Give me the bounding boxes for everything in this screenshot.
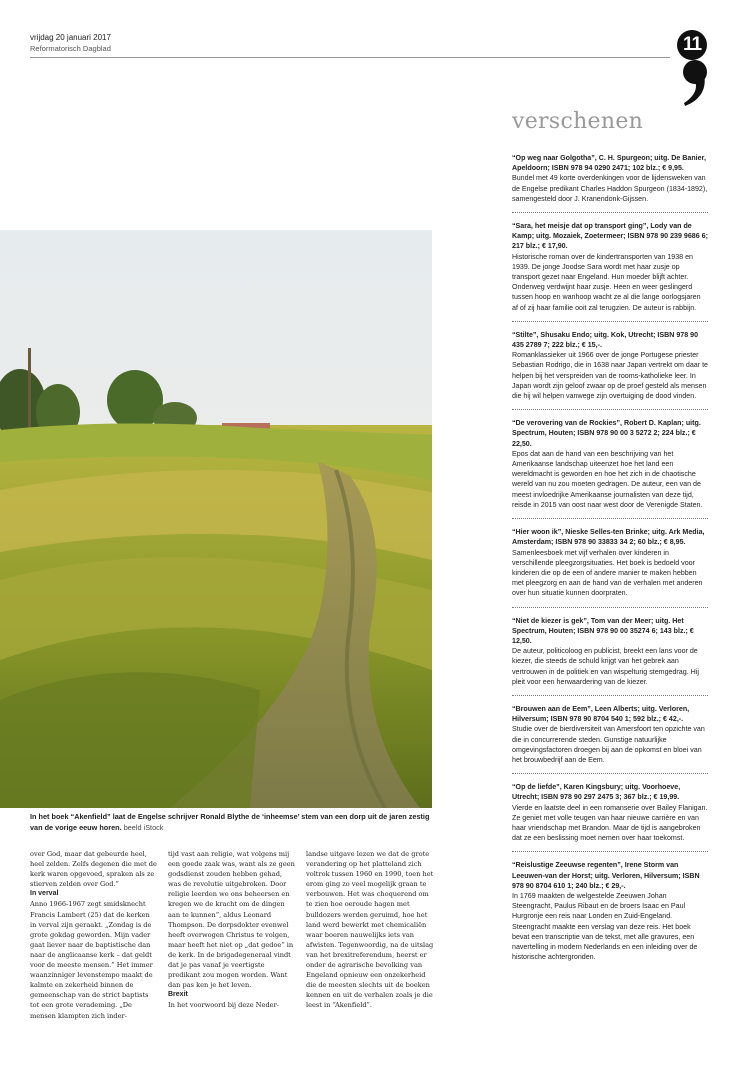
- book-description: In 1769 maakten de welgestelde Zeeuwen Johan Steengracht, Paulus Ribaut en de broers Isaac en Paul Hurgronje een reis naar Londen en Zuid-Engeland. Steengracht maakte een verslag van deze reis. Het boek bevat een transcriptie van de tekst, met alle gravures, een navertelling in modern Nederlands en een inleiding over de historische achtergronden.: [512, 891, 698, 962]
- book-entry: [512, 221, 708, 322]
- header-publication: Reformatorisch Dagblad: [30, 44, 111, 53]
- book-description: Bundel met 49 korte overdenkingen voor de lijdensweken van de Engelse predikant Charles Haddon Spurgeon (1834-1892), samengesteld door J. Kranendonk-Gijssen.: [512, 174, 708, 203]
- book-entry: [512, 782, 708, 852]
- book-entry: [512, 527, 708, 607]
- book-description: Studie over de bierdiversiteit van Amersfoort ten opzichte van die in concurrerende steden. Gunstige natuurlijke omgevingsfactoren droegen bij aan de opkomst en bloei van het brouwbedrijf aan de Eem.: [512, 725, 705, 764]
- book-description: Epos dat aan de hand van een beschrijving van het Amerikaanse landschap uiteenzet hoe het land een wereldmacht is geworden en hoe het zich in de chaotische wereld van nu zou moeten gedragen. De auteur, een van de meest invloedrijke Amerikaanse journalisten van deze tijd, reisde in 2015 van oost naar west door de Verenigde Staten.: [512, 449, 703, 509]
- book-citation: “De verovering van de Rockies”, Robert D. Kaplan; uitg. Spectrum, Houten; ISBN 978 90 00 3 5272 2; 224 blz.; € 22,50.: [512, 419, 701, 448]
- page-number-badge: 11: [677, 30, 707, 60]
- book-description: De auteur, politicoloog en publicist, breekt een lans voor de kiezer, die steeds de schuld krijgt van het gebrek aan vertrouwen in de politiek en van wispelturig stemgedrag. Hij pleit voor een herwaardering van de kiezer.: [512, 647, 699, 686]
- comma-icon: [679, 58, 713, 108]
- book-entry: [512, 616, 708, 696]
- article-column-3: [306, 849, 434, 1011]
- book-entry: [512, 153, 708, 213]
- book-citation: “Brouwen aan de Eem”, Leen Alberts; uitg. Verloren, Hilversum; ISBN 978 90 8704 540 1; 592 blz.; € 42,-.: [512, 704, 690, 724]
- wheat-field-photo: [0, 230, 432, 808]
- photo-credit: beeld iStock: [123, 822, 164, 832]
- header-rule: [30, 57, 670, 58]
- book-description: Historische roman over de kindertransporten van 1938 en 1939. De jonge Joodse Sara wordt met haar zusje op transport gezet naar Engeland. Hun moeder blijft achter. Onderweg verdwijnt haar zusje. Heen en weer geslingerd tussen hoop en wanhoop wacht ze al die lange oorlogsjaren af of zij haar familie ooit zal terugzien. De auteur is rabbijn.: [512, 252, 701, 312]
- photo-caption: [30, 812, 430, 833]
- article-paragraph: landse uitgave lezen we dat de grote verandering op het platteland zich voltrok tussen 1960 en 1990, toen het erom ging zo veel mogelijk graan te verbouwen. Het was choquerend om te zien hoe oeroude hagen met bulldozers werden geruimd, hoe het land werd bewerkt met chemicaliën waar boeren nauwelijks iets van afwisten. Tegenwoordig, na de uitslag van het brexitreferendum, heerst er onder de agrarische bevolking van Engeland opnieuw een onzekerheid die de meesten slechts uit de boeken kennen en uit de verhalen zoals je die leest in “Akenfield”.: [306, 850, 434, 1010]
- book-citation: “Hier woon ik”, Nieske Selles-ten Brinke; uitg. Ark Media, Amsterdam; ISBN 978 90 33833 34 2; 60 blz.; € 8,95.: [512, 528, 705, 547]
- article-subheading: Brexit: [168, 991, 188, 999]
- article-subheading: In verval: [30, 890, 59, 898]
- caption-text: In het boek “Akenfield” laat de Engelse schrijver Ronald Blythe de ‘inheemse’ stem van een dorp uit de jaren zestig van de vorige eeuw horen.: [30, 812, 430, 832]
- header-date: vrijdag 20 januari 2017: [30, 33, 111, 42]
- book-citation: “Reislustige Zeeuwse regenten”, Irene Storm van Leeuwen-van der Horst; uitg. Verloren, Hilversum; ISBN 978 90 8704 610 1; 240 blz.; € 29,-.: [512, 861, 700, 890]
- book-entry: [512, 704, 708, 774]
- book-citation: “Sara, het meisje dat op transport ging”, Lody van de Kamp; uitg. Mozaiek, Zoetermeer; ISBN 978 90 239 9686 6; 217 blz.; € 17,90.: [512, 222, 708, 251]
- book-entry: [512, 418, 708, 519]
- book-description: Vierde en laatste deel in een romanserie over Bailey Flanigan. Ze geniet met volle teugen van haar nieuwe carrière en van haar vriendschap met Brandon. Maar de tijd is aangebroken dat ze een beslissing moet nemen over haar toekomst.: [512, 803, 708, 843]
- article-paragraph: Anno 1966-1967 zegt smidsknecht Francis Lambert (25) dat de kerken in verval zijn geraakt. „Zondag is de grote gokdag geworden. Mijn vader gaat liever naar de baptistische dan naar de anglicaanse kerk – dat geldt voor de meeste mensen.” Het immer waanzinniger levenstempo maakt de kalmte en zekerheid binnen de gemeenschap van de strict baptists tot een grote verademing. „De mensen klampten zich inder-: [30, 900, 153, 1020]
- article-paragraph: In het voorwoord bij deze Neder-: [168, 1001, 279, 1010]
- book-description: Romanklassieker uit 1966 over de jonge Portugese priester Sebastian Rodrigo, die in 1638 naar Japan vertrekt om daar te helpen bij het verspreiden van de rooms-katholieke leer. In Japan wordt zijn geloof zwaar op de proef gesteld als mensen die hij wil helpen vanwege zijn overtuiging de dood vinden.: [512, 351, 708, 401]
- book-entry: [512, 860, 708, 970]
- article-paragraph: tijd vast aan religie, wat volgens mij een goede zaak was, want als ze geen godsdienst zouden hebben gehad, was de revolutie uitgebroken. Door religie leerden we ons beheersen en kregen we de kracht om de dingen aan te kunnen”, aldus Leonard Thompson. De dorpsdokter evenwel heeft overwogen Christus te volgen, maar heeft het niet op „dat gedoe” in de kerk. In de brigadegeneraal vindt dat je pas vanaf je veertigste predikant zou mogen worden. Want dan pas ken je het leven.: [168, 850, 295, 990]
- book-citation: “Op weg naar Golgotha”, C. H. Spurgeon; uitg. De Banier, Apeldoorn; ISBN 978 94 0290 2471; 102 blz.; € 9,95.: [512, 154, 706, 173]
- book-citation: “Op de liefde”, Karen Kingsbury; uitg. Voorhoeve, Utrecht; ISBN 978 90 297 2475 3; 367 blz.; € 19,99.: [512, 783, 681, 802]
- book-citation: “Niet de kiezer is gek”, Tom van der Meer; uitg. Het Spectrum, Houten; ISBN 978 90 00 35274 6; 143 blz.; € 12,50.: [512, 616, 694, 645]
- book-citation: “Stilte”, Shusaku Endo; uitg. Kok, Utrecht; ISBN 978 90 435 2789 7; 222 blz.; € 15,-.: [512, 330, 699, 350]
- article-paragraph: over God, maar dat gebeurde heel, heel zelden. Zelfs degenen die met de kerk waren opgevoed, spraken als ze stierven zelden over God.”: [30, 850, 157, 889]
- section-title: verschenen: [512, 109, 644, 134]
- book-list: [512, 153, 708, 978]
- book-entry: [512, 330, 708, 410]
- article-column-1: [30, 849, 158, 1021]
- article-column-2: [168, 849, 296, 1011]
- book-description: Samenleesboek met vijf verhalen over kinderen in verschillende pleegzorgsituaties. Het boek is bedoeld voor kinderen die op de een of andere manier te maken hebben met pleegzorg en aan de hand van de verhalen met anderen over hun situatie kunnen doorpraten.: [512, 548, 703, 598]
